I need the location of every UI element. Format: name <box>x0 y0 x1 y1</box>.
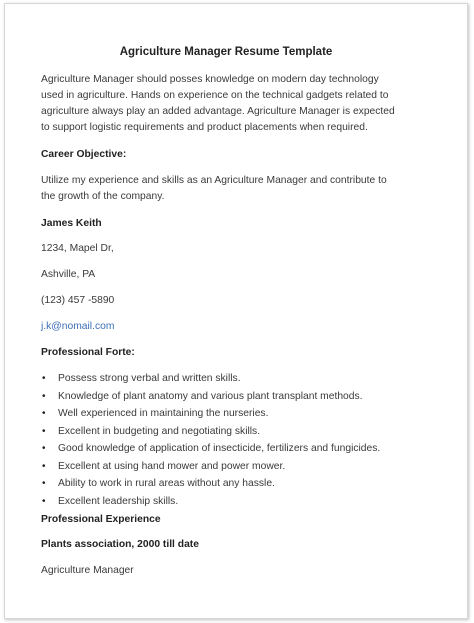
professional-forte-heading: Professional Forte: <box>41 347 135 358</box>
city-line: Ashville, PA <box>41 269 96 280</box>
list-item <box>41 370 401 388</box>
career-objective-heading: Career Objective: <box>41 149 127 160</box>
experience-role: Agriculture Manager <box>41 565 134 576</box>
email-link[interactable]: j.k@nomail.com <box>41 321 115 332</box>
address-line: 1234, Mapel Dr, <box>41 243 114 254</box>
phone-line: (123) 457 -5890 <box>41 295 115 306</box>
list-item-text: Excellent leadership skills. <box>58 495 179 507</box>
bullet-icon: • <box>42 495 46 507</box>
list-item-text: Excellent in budgeting and negotiating skills. <box>58 425 261 437</box>
list-item-text: Well experienced in maintaining the nurseries. <box>58 408 269 419</box>
list-item-text: Excellent at using hand mower and power mower. <box>58 460 286 472</box>
list-item-text: Possess strong verbal and written skills. <box>58 373 241 384</box>
list-item <box>41 458 401 476</box>
list-item <box>41 405 401 423</box>
intro-paragraph: Agriculture Manager should posses knowledge on modern day technology used in agriculture. Hands on experience on the technical gadgets related to agriculture always play an added advantage. Agriculture Manager is expected to support logistic requirements and product placements when required. <box>41 74 395 133</box>
list-item <box>41 388 401 406</box>
career-objective-text: Utilize my experience and skills as an Agriculture Manager and contribute to the growth of the company. <box>41 175 387 202</box>
list-item <box>41 475 401 493</box>
list-item <box>41 423 401 441</box>
resume-page <box>4 3 468 619</box>
list-item-text: Good knowledge of application of insecticide, fertilizers and fungicides. <box>58 443 381 454</box>
bullet-icon: • <box>42 478 46 489</box>
bullet-icon: • <box>42 425 46 437</box>
bullet-icon: • <box>42 460 46 472</box>
bullet-icon: • <box>42 390 46 402</box>
list-item-text: Ability to work in rural areas without any hassle. <box>58 478 275 489</box>
list-item-text: Knowledge of plant anatomy and various plant transplant methods. <box>58 390 363 402</box>
list-item <box>41 493 401 511</box>
bullet-icon: • <box>42 408 46 419</box>
experience-company: Plants association, 2000 till date <box>41 539 199 550</box>
resume-content <box>41 40 401 579</box>
document-title: Agriculture Manager Resume Template <box>119 46 333 58</box>
list-item <box>41 440 401 458</box>
candidate-name: James Keith <box>41 218 102 229</box>
bullet-icon: • <box>42 373 46 384</box>
professional-forte-list <box>41 370 401 510</box>
bullet-icon: • <box>42 443 46 454</box>
professional-experience-heading: Professional Experience <box>41 514 161 525</box>
